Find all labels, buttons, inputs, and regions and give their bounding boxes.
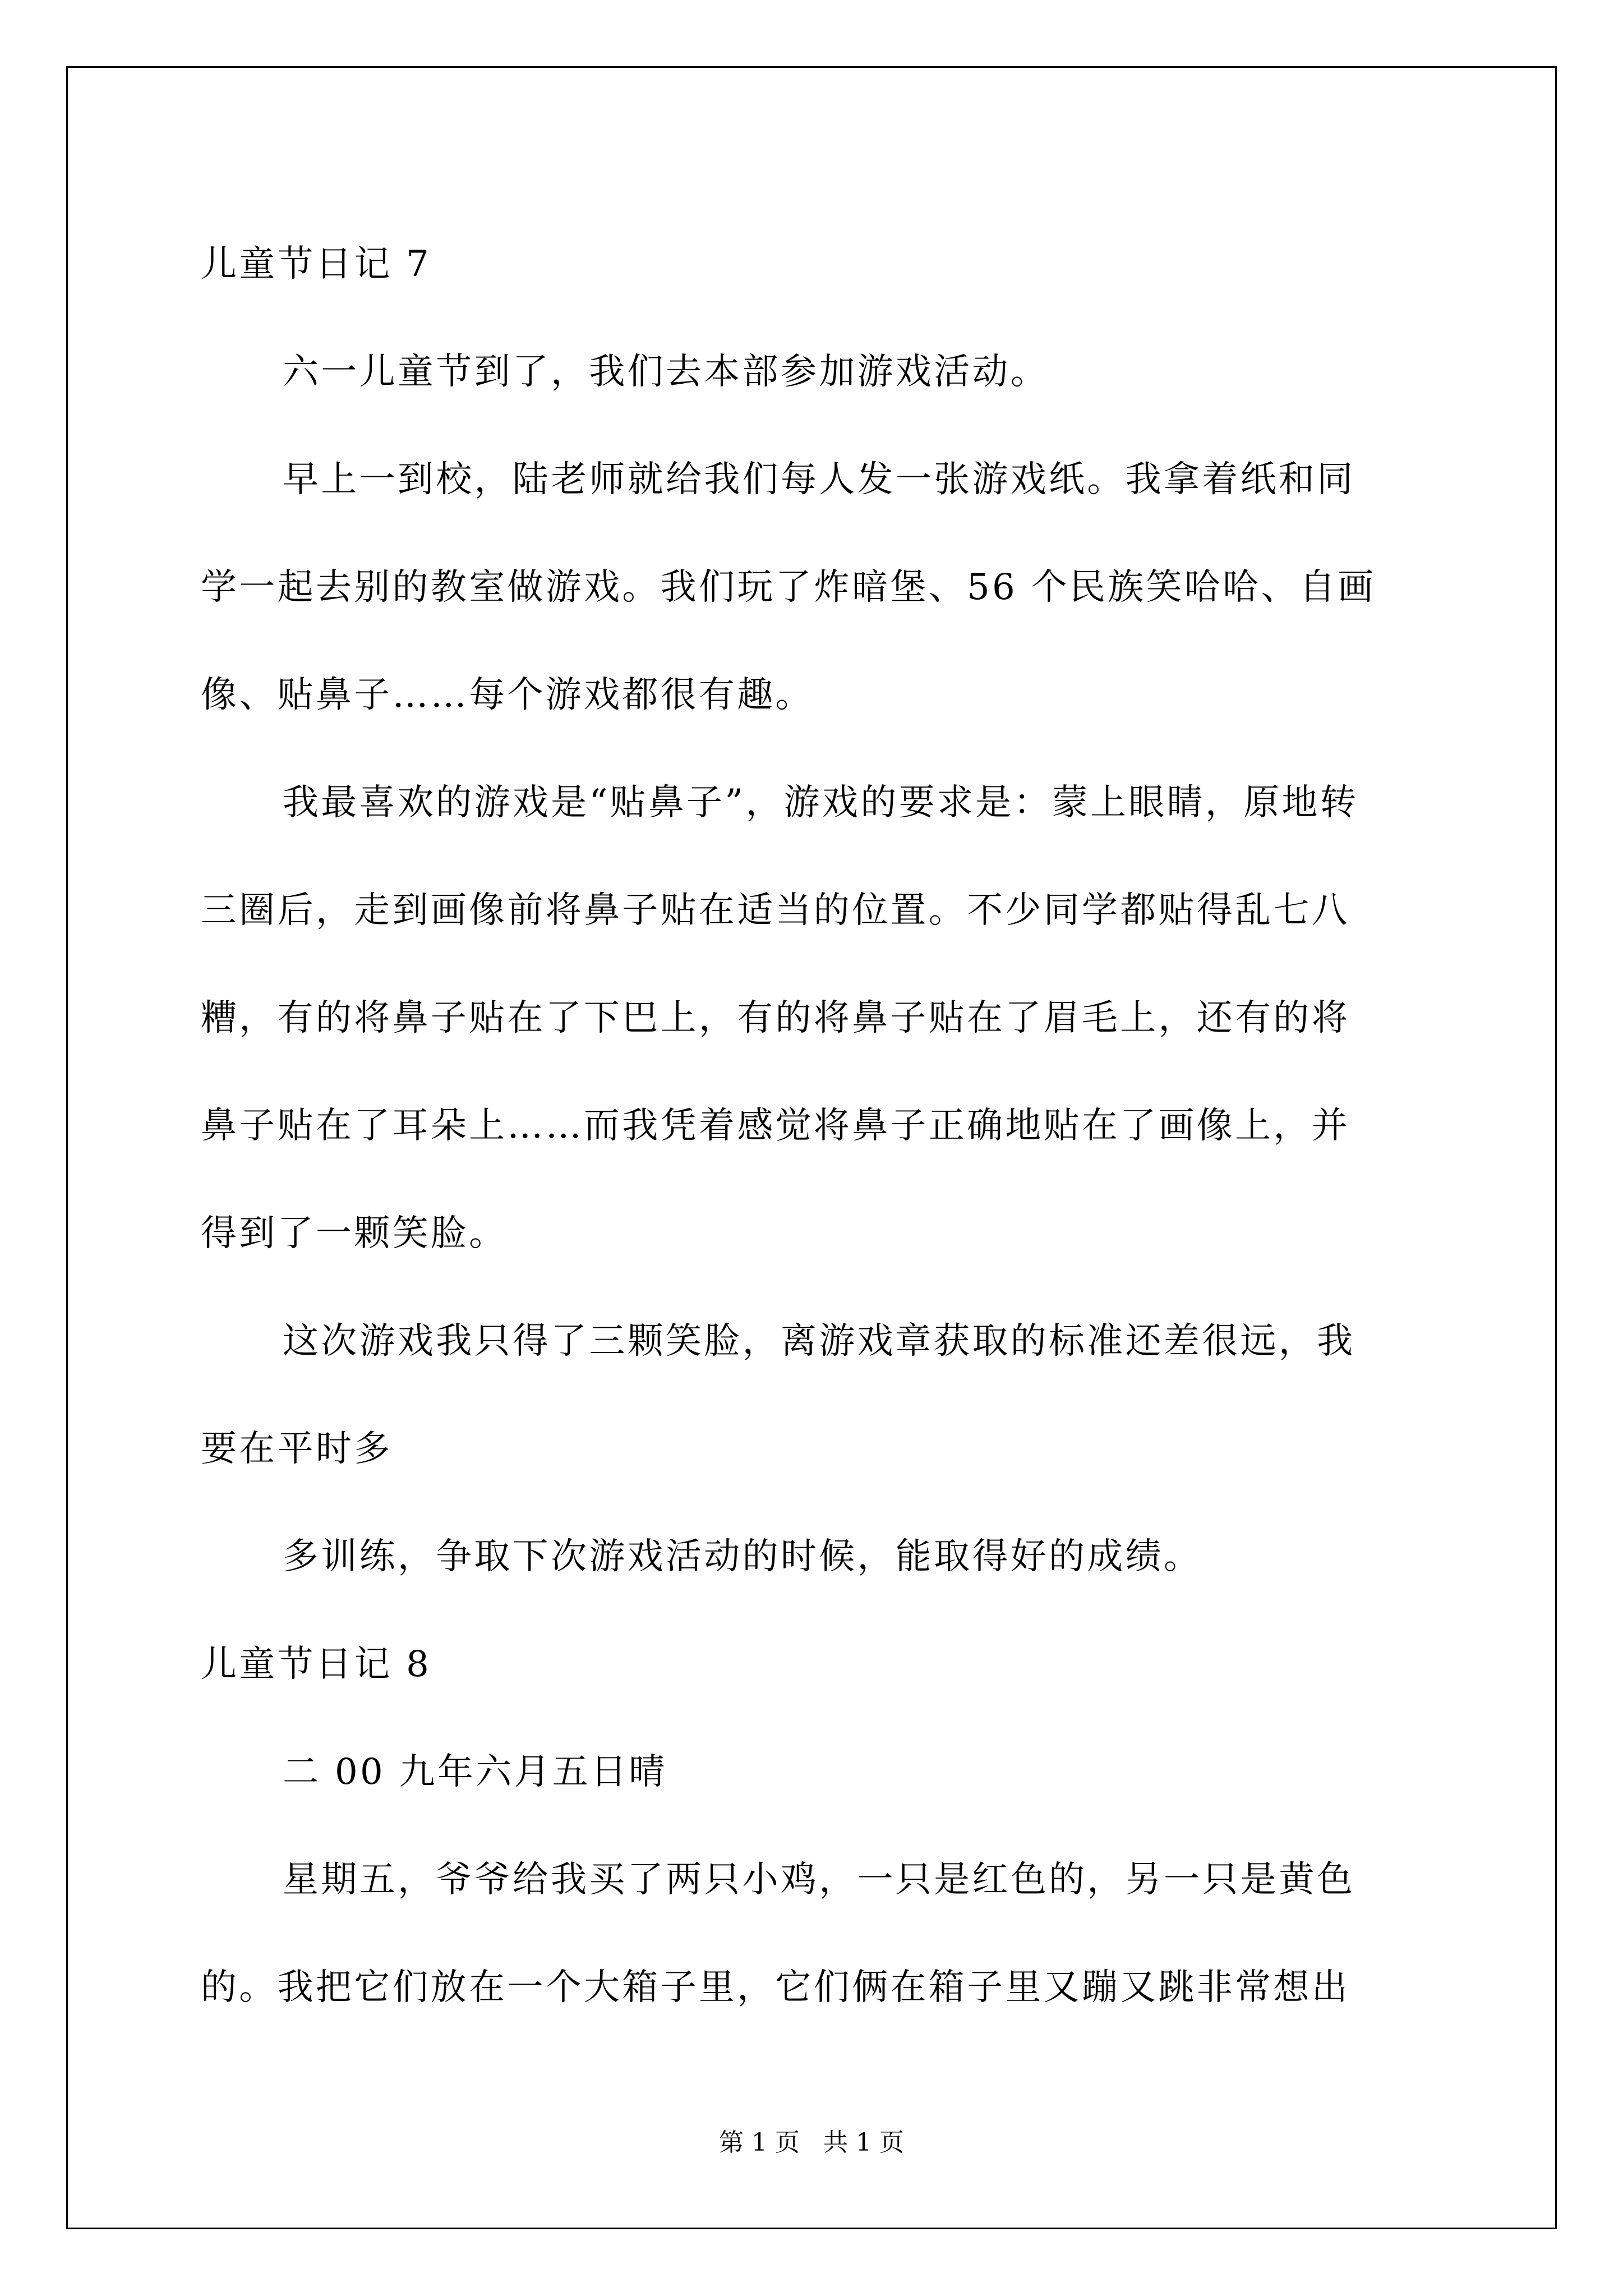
diary-heading-7: 儿童节日记 7 bbox=[201, 243, 432, 285]
paragraph-line: 星期五，爷爷给我买了两只小鸡，一只是红色的，另一只是黄色 bbox=[283, 1859, 1355, 1901]
paragraph-line: 三圈后，走到画像前将鼻子贴在适当的位置。不少同学都贴得乱七八 bbox=[201, 890, 1350, 931]
page-footer: 第 1 页 共 1 页 bbox=[719, 2128, 904, 2157]
paragraph-line: 六一儿童节到了，我们去本部参加游戏活动。 bbox=[283, 351, 1049, 393]
paragraph-line: 的。我把它们放在一个大箱子里，它们俩在箱子里又蹦又跳非常想出 bbox=[201, 1967, 1350, 2008]
diary-date-line: 二 00 九年六月五日晴 bbox=[283, 1751, 667, 1793]
diary-heading-8: 儿童节日记 8 bbox=[201, 1644, 432, 1685]
paragraph-line: 早上一到校，陆老师就给我们每人发一张游戏纸。我拿着纸和同 bbox=[283, 459, 1355, 500]
paragraph-line: 要在平时多 bbox=[201, 1428, 393, 1470]
paragraph-line: 得到了一颗笑脸。 bbox=[201, 1213, 508, 1254]
document-body bbox=[201, 210, 1429, 2041]
paragraph-line: 像、贴鼻子……每个游戏都很有趣。 bbox=[201, 674, 814, 716]
paragraph-line: 糟，有的将鼻子贴在了下巴上，有的将鼻子贴在了眉毛上，还有的将 bbox=[201, 997, 1350, 1039]
paragraph-line: 多训练，争取下次游戏活动的时候，能取得好的成绩。 bbox=[283, 1536, 1202, 1577]
paragraph-line: 鼻子贴在了耳朵上……而我凭着感觉将鼻子正确地贴在了画像上，并 bbox=[201, 1105, 1350, 1147]
paragraph-line: 我最喜欢的游戏是“贴鼻子”，游戏的要求是：蒙上眼睛，原地转 bbox=[283, 782, 1359, 823]
paragraph-line: 这次游戏我只得了三颗笑脸，离游戏章获取的标准还差很远，我 bbox=[283, 1320, 1355, 1362]
paragraph-line: 学一起去别的教室做游戏。我们玩了炸暗堡、56 个民族笑哈哈、自画 bbox=[201, 567, 1376, 608]
